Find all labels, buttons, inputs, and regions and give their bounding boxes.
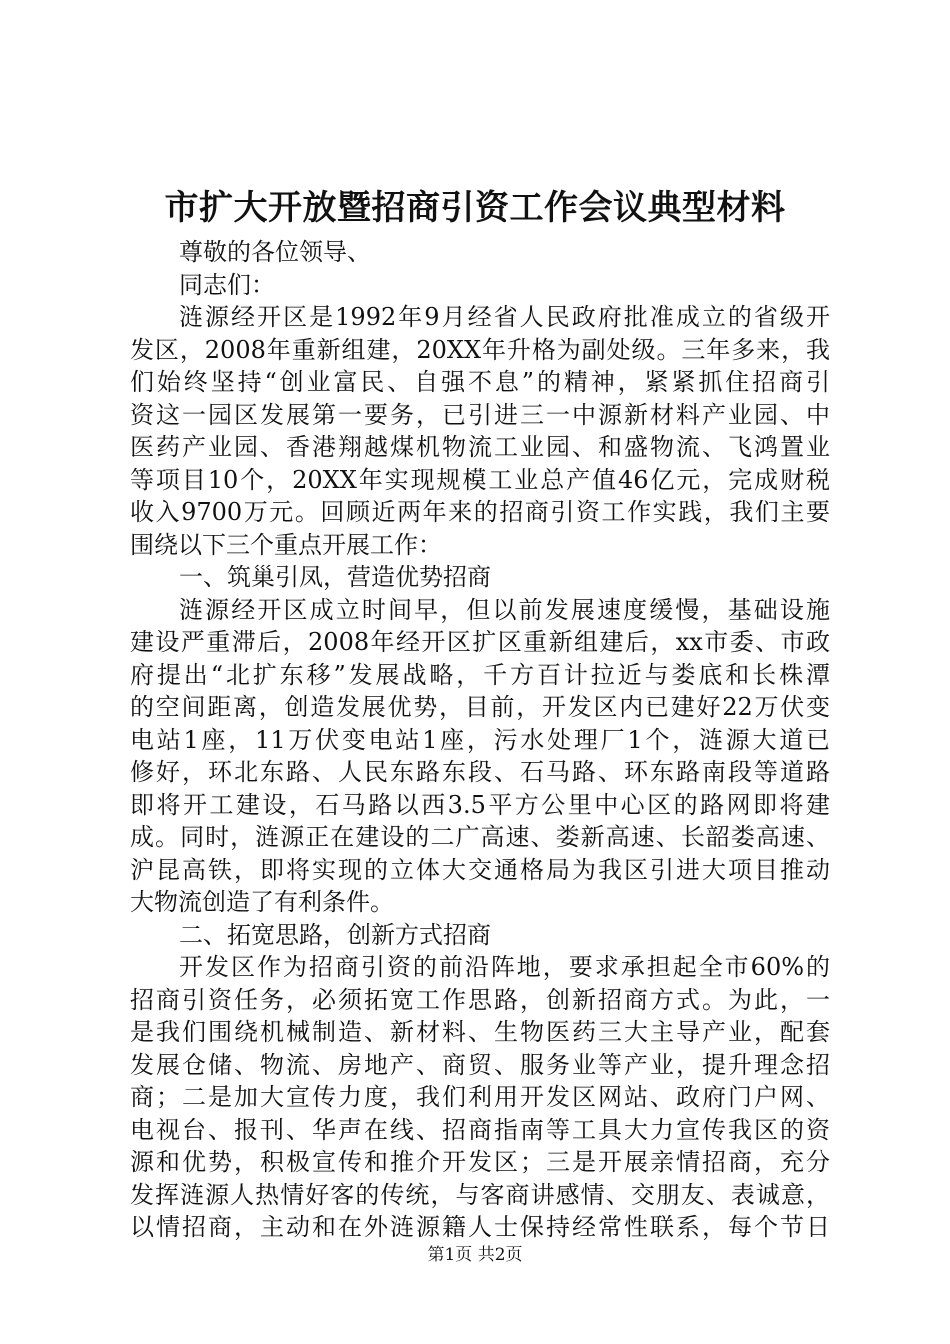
page-footer: 第1页 共2页 bbox=[427, 1245, 523, 1265]
text-line: 商；二是加大宣传力度，我们利用开发区网站、政府门户网、 bbox=[130, 1083, 830, 1111]
text-line: 沪昆高铁，即将实现的立体大交通格局为我区引进大项目推动 bbox=[130, 855, 830, 884]
document-body bbox=[130, 236, 830, 1244]
text-line: 发区，2008年重新组建，20XX年升格为副处级。三年多来，我 bbox=[130, 335, 830, 364]
text-line: 电站1座，11万伏变电站1座，污水处理厂1个，涟源大道已 bbox=[130, 725, 830, 754]
text-line: 府提出“北扩东移”发展战略，千方百计拉近与娄底和长株潭 bbox=[130, 660, 830, 689]
text-line: 的空间距离，创造发展优势，目前，开发区内已建好22万伏变 bbox=[130, 693, 830, 721]
text-line: 是我们围绕机械制造、新材料、生物医药三大主导产业，配套 bbox=[130, 1018, 830, 1046]
text-line: 二、拓宽思路，创新方式招商 bbox=[179, 920, 491, 949]
text-line: 建设严重滞后，2008年经开区扩区重新组建后，xx市委、市政 bbox=[130, 628, 830, 656]
text-line: 涟源经开区是1992年9月经省人民政府批准成立的省级开 bbox=[179, 303, 830, 331]
text-line: 等项目10个，20XX年实现规模工业总产值46亿元，完成财税 bbox=[130, 465, 830, 494]
text-line: 修好，环北东路、人民东路东段、石马路、环东路南段等道路 bbox=[130, 758, 830, 786]
text-line: 成。同时，涟源正在建设的二广高速、娄新高速、长韶娄高速、 bbox=[130, 823, 830, 851]
text-line: 开发区作为招商引资的前沿阵地，要求承担起全市60%的 bbox=[179, 953, 830, 981]
text-line: 资这一园区发展第一要务，已引进三一中源新材料产业园、中 bbox=[130, 400, 830, 429]
text-line: 电视台、报刊、华声在线、招商指南等工具大力宣传我区的资 bbox=[130, 1115, 830, 1144]
text-line: 源和优势，积极宣传和推介开发区；三是开展亲情招商，充分 bbox=[130, 1148, 830, 1176]
text-line: 发展仓储、物流、房地产、商贸、服务业等产业，提升理念招 bbox=[130, 1050, 830, 1079]
text-line: 一、筑巢引凤，营造优势招商 bbox=[179, 563, 491, 591]
text-line: 尊敬的各位领导、 bbox=[179, 238, 371, 266]
document-title: 市扩大开放暨招商引资工作会议典型材料 bbox=[164, 188, 786, 228]
text-line: 即将开工建设，石马路以西3.5平方公里中心区的路网即将建 bbox=[130, 790, 830, 819]
text-line: 医药产业园、香港翔越煤机物流工业园、和盛物流、飞鸿置业 bbox=[130, 433, 830, 461]
text-line: 围绕以下三个重点开展工作： bbox=[130, 530, 442, 559]
text-line: 们始终坚持“创业富民、自强不息”的精神，紧紧抓住招商引 bbox=[130, 368, 830, 396]
text-line: 涟源经开区成立时间早，但以前发展速度缓慢，基础设施 bbox=[179, 595, 830, 624]
text-line: 招商引资任务，必须拓宽工作思路，创新招商方式。为此，一 bbox=[130, 985, 830, 1014]
text-line: 同志们： bbox=[179, 270, 275, 299]
text-line: 收入9700万元。回顾近两年来的招商引资工作实践，我们主要 bbox=[130, 498, 830, 526]
text-line: 发挥涟源人热情好客的传统，与客商讲感情、交朋友、表诚意， bbox=[130, 1180, 830, 1209]
text-line: 以情招商，主动和在外涟源籍人士保持经常性联系，每个节日 bbox=[130, 1213, 830, 1241]
text-line: 大物流创造了有利条件。 bbox=[130, 888, 394, 916]
